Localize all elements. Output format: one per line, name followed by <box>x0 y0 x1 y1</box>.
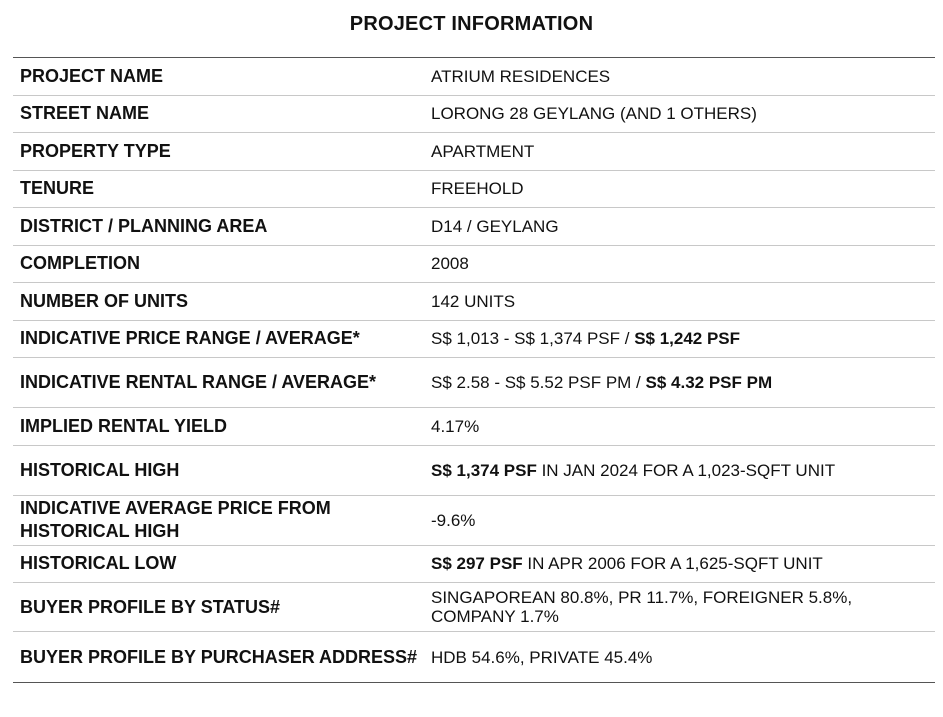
table-row-rental-range <box>13 358 935 408</box>
table-row-tenure <box>13 171 935 209</box>
row-label: BUYER PROFILE BY STATUS# <box>20 596 281 617</box>
row-value: FREEHOLD <box>431 179 524 199</box>
row-value: ATRIUM RESIDENCES <box>431 66 611 86</box>
table-row-district <box>13 208 935 246</box>
row-value: SINGAPOREAN 80.8%, PR 11.7%, FOREIGNER 5.8%, COMPANY 1.7% <box>431 588 853 626</box>
row-label: NUMBER OF UNITS <box>20 290 188 311</box>
row-value: S$ 2.58 - S$ 5.52 PSF PM / S$ 4.32 PSF PM <box>431 373 773 392</box>
row-label: STREET NAME <box>20 103 150 124</box>
row-label: HISTORICAL LOW <box>20 553 177 574</box>
row-value: 4.17% <box>431 416 480 436</box>
row-value: -9.6% <box>431 510 476 530</box>
historical-high-price: S$ 1,374 PSF <box>431 460 537 480</box>
row-label: DISTRICT / PLANNING AREA <box>20 215 268 236</box>
row-value: S$ 1,013 - S$ 1,374 PSF / S$ 1,242 PSF <box>431 329 741 349</box>
table-row-price-range <box>13 321 935 359</box>
table-row-project-name <box>13 58 935 96</box>
row-value: D14 / GEYLANG <box>431 216 559 236</box>
row-label: BUYER PROFILE BY PURCHASER ADDRESS# <box>20 646 418 667</box>
table-row-historical-high <box>13 446 935 496</box>
project-info-table <box>13 57 935 683</box>
table-row-number-of-units <box>13 283 935 321</box>
table-row-street-name <box>13 96 935 134</box>
row-label: PROJECT NAME <box>20 65 164 86</box>
table-row-historical-low <box>13 546 935 584</box>
row-value: S$ 297 PSF IN APR 2006 FOR A 1,625-SQFT UNIT <box>431 554 823 574</box>
row-label: TENURE <box>20 178 95 199</box>
row-label: PROPERTY TYPE <box>20 140 171 161</box>
table-row-property-type <box>13 133 935 171</box>
historical-low-price: S$ 297 PSF <box>431 554 523 574</box>
row-label: INDICATIVE RENTAL RANGE / AVERAGE* <box>20 372 377 392</box>
table-row-buyer-status <box>13 583 935 632</box>
row-label: INDICATIVE PRICE RANGE / AVERAGE* <box>20 328 360 349</box>
row-label: IMPLIED RENTAL YIELD <box>20 415 228 436</box>
row-value: 142 UNITS <box>431 291 516 311</box>
table-row-rental-yield <box>13 408 935 446</box>
table-row-completion <box>13 246 935 284</box>
average-rental: S$ 4.32 PSF PM <box>645 373 773 392</box>
page-title: PROJECT INFORMATION <box>349 13 594 35</box>
row-value: LORONG 28 GEYLANG (AND 1 OTHERS) <box>431 104 757 124</box>
row-value: S$ 1,374 PSF IN JAN 2024 FOR A 1,023-SQFT UNIT <box>431 460 836 480</box>
row-label: COMPLETION <box>20 253 140 274</box>
average-price: S$ 1,242 PSF <box>634 329 741 349</box>
row-value: APARTMENT <box>431 141 535 161</box>
table-row-price-from-high <box>13 496 935 546</box>
row-value: HDB 54.6%, PRIVATE 45.4% <box>431 647 653 667</box>
table-row-buyer-address <box>13 632 935 682</box>
row-label: HISTORICAL HIGH <box>20 459 180 480</box>
row-value: 2008 <box>431 254 469 274</box>
row-label: INDICATIVE AVERAGE PRICE FROM HISTORICAL HIGH <box>20 498 331 541</box>
